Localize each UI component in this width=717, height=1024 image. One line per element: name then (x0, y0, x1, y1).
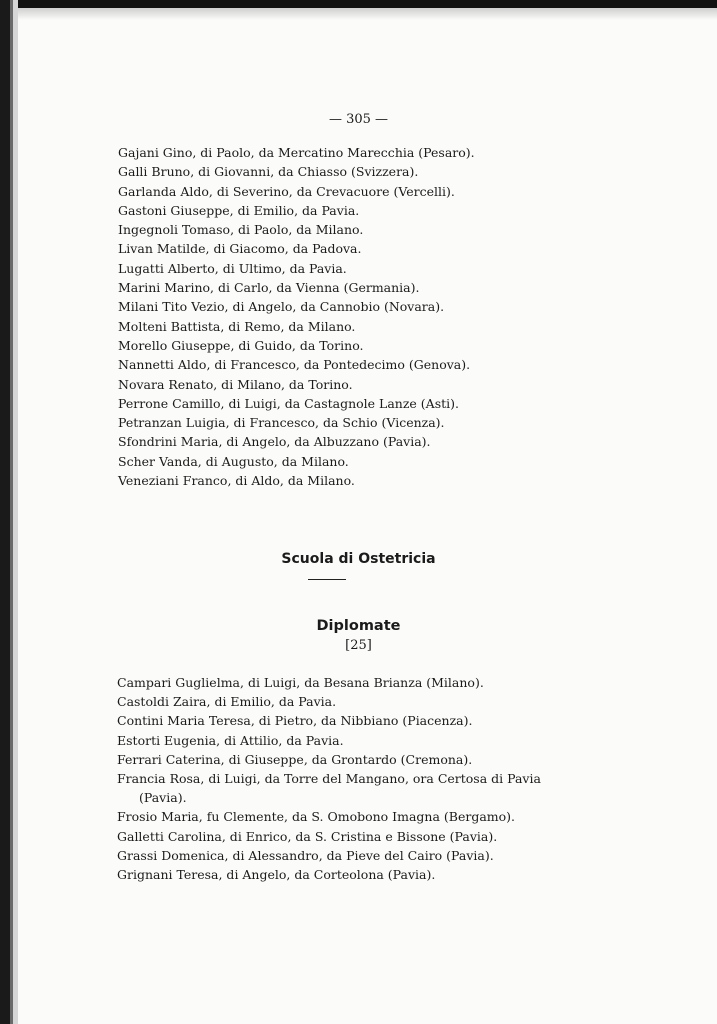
graduate-count: [25] (345, 638, 372, 653)
list-item: Gajani Gino, di Paolo, da Mercatino Marecchia (Pesaro). (118, 145, 475, 160)
list-item: Morello Giuseppe, di Guido, da Torino. (118, 337, 364, 353)
list-item: Estorti Eugenia, di Attilio, da Pavia. (117, 732, 344, 748)
list-item: Gastoni Giuseppe, di Emilio, da Pavia. (118, 202, 360, 218)
list-item: Perrone Camillo, di Luigi, da Castagnole Lanze (Asti). (118, 395, 459, 411)
list-item: Grassi Domenica, di Alessandro, da Pieve del Cairo (Pavia). (117, 847, 494, 863)
list-item: Petranzan Luigia, di Francesco, da Schio (Vicenza). (118, 415, 445, 431)
list-item: Veneziani Franco, di Aldo, da Milano. (118, 473, 355, 489)
list-item: Lugatti Alberto, di Ultimo, da Pavia. (118, 260, 347, 276)
list-item: Castoldi Zaira, di Emilio, da Pavia. (117, 694, 337, 710)
student-list (118, 143, 475, 490)
list-item: Campari Guglielma, di Luigi, da Besana Brianza (Milano). (117, 675, 484, 690)
list-item: Milani Tito Vezio, di Angelo, da Cannobio (Novara). (118, 299, 445, 315)
list-item: Marini Marino, di Carlo, da Vienna (Germania). (118, 280, 420, 296)
list-item: Galli Bruno, di Giovanni, da Chiasso (Svizzera). (118, 164, 419, 180)
list-item: Molteni Battista, di Remo, da Milano. (118, 318, 356, 334)
list-item: Ingegnoli Tomaso, di Paolo, da Milano. (118, 222, 364, 238)
list-item: Scher Vanda, di Augusto, da Milano. (118, 453, 349, 469)
list-item-continuation: (Pavia). (139, 790, 187, 806)
list-item: Sfondrini Maria, di Angelo, da Albuzzano (Pavia). (118, 434, 431, 450)
page-number: — 305 — (328, 112, 389, 127)
list-item: Nannetti Aldo, di Francesco, da Pontedecimo (Genova). (118, 357, 471, 373)
scan-top-shadow (0, 8, 717, 20)
list-item: Galletti Carolina, di Enrico, da S. Cristina e Bissone (Pavia). (117, 828, 498, 844)
list-item: Contini Maria Teresa, di Pietro, da Nibbiano (Piacenza). (117, 713, 473, 729)
title-divider (308, 579, 346, 580)
list-item: Frosio Maria, fu Clemente, da S. Omobono Imagna (Bergamo). (117, 809, 516, 825)
list-item: Novara Renato, di Milano, da Torino. (118, 376, 353, 392)
graduate-list (117, 673, 541, 884)
list-item: Francia Rosa, di Luigi, da Torre del Mangano, ora Certosa di Pavia (117, 771, 541, 787)
section-title: Scuola di Ostetricia (281, 551, 436, 567)
list-item: Garlanda Aldo, di Severino, da Crevacuore (Vercelli). (118, 183, 455, 199)
list-item: Livan Matilde, di Giacomo, da Padova. (118, 241, 362, 257)
subsection-title: Diplomate (316, 618, 401, 634)
scan-top-border (0, 0, 717, 8)
list-item: Ferrari Caterina, di Giuseppe, da Grontardo (Cremona). (117, 751, 473, 767)
list-item: Grignani Teresa, di Angelo, da Corteolona (Pavia). (117, 867, 436, 883)
scan-binding-edge (0, 0, 18, 1024)
